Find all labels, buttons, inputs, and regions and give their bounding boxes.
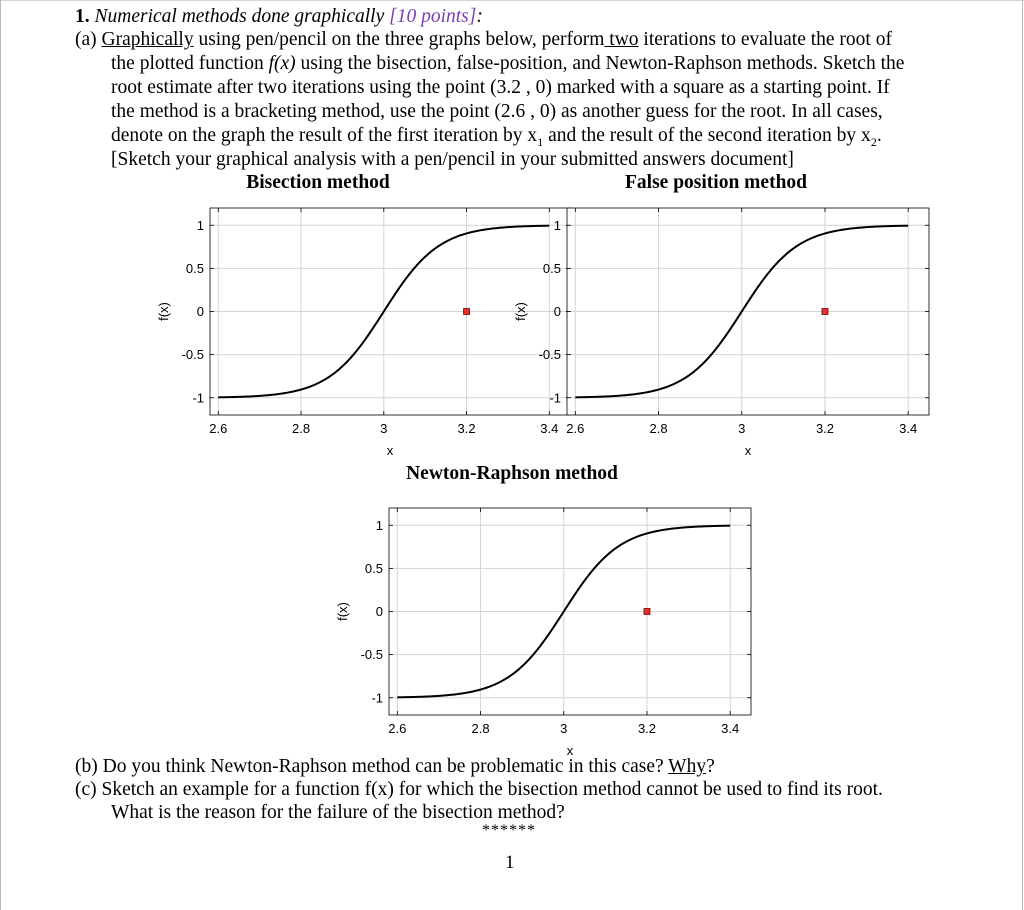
part-b <box>75 755 715 779</box>
y-axis-label: f(x) <box>513 302 528 321</box>
part-b-text: (b) Do you think Newton-Raphson method can be problematic in this case? <box>75 756 669 777</box>
x-tick-label: 3 <box>560 721 568 736</box>
x-tick-label: 2.8 <box>291 421 311 436</box>
bisection-chart-title: Bisection method <box>246 172 390 193</box>
y-tick-label: 0.5 <box>364 560 383 576</box>
x-axis-label: x <box>566 743 574 758</box>
y-tick-label: 0 <box>375 604 383 619</box>
subscript-2: 2 <box>870 134 877 149</box>
page-border-top <box>0 0 1024 1</box>
x-tick-label: 2.8 <box>649 421 668 436</box>
x-tick-label: 2.6 <box>388 721 407 736</box>
y-axis-label: f(x) <box>335 602 350 621</box>
page-border-right <box>1022 0 1023 910</box>
x-tick-label: 2.6 <box>209 421 228 436</box>
newton-raphson-chart-title: Newton-Raphson method <box>406 463 618 484</box>
x-axis-label: x <box>744 443 752 458</box>
y-tick-label: 0.5 <box>542 260 561 276</box>
part-c-line-2: What is the reason for the failure of the bisection method? <box>111 802 565 823</box>
false-position-chart <box>500 195 918 460</box>
y-tick-label: -0.5 <box>538 347 561 363</box>
y-tick-label: 1 <box>553 217 561 233</box>
y-axis-label: f(x) <box>156 302 171 321</box>
x-tick-label: 3.2 <box>815 421 835 436</box>
part-a-line-2-prefix: the plotted function <box>111 53 269 74</box>
y-tick-label: 1 <box>196 217 204 233</box>
y-tick-label: -1 <box>371 690 383 706</box>
part-a-line-4: the method is a bracketing method, use the point (2.6 , 0) as another guess for the root. In all cases, <box>111 101 883 122</box>
question-title <box>75 5 483 29</box>
page-number: 1 <box>505 852 515 873</box>
x-tick-label: 3 <box>738 421 746 436</box>
false-position-chart-title: False position method <box>624 172 808 193</box>
part-b-suffix: ? <box>706 756 715 777</box>
part-a-line-1-mid: using pen/pencil on the three graphs below, perform <box>193 29 605 50</box>
newton-raphson-chart <box>330 495 740 760</box>
y-tick-label: -1 <box>192 390 204 406</box>
bisection-chart <box>140 195 559 460</box>
page-border-left <box>0 0 1 910</box>
part-a-line-5-suffix: . <box>876 125 882 146</box>
starting-point-marker <box>464 309 470 315</box>
x-tick-label: 3.2 <box>457 421 476 436</box>
part-a-line-3: root estimate after two iterations using the point (3.2 , 0) marked with a square as a starting point. If <box>111 77 890 98</box>
x-tick-label: 3.4 <box>540 421 559 436</box>
y-tick-label: 0 <box>553 304 561 319</box>
x-tick-label: 2.8 <box>471 721 490 736</box>
y-tick-label: -0.5 <box>181 347 204 363</box>
x-axis-label: x <box>386 443 394 458</box>
question-topic: Numerical methods done graphically <box>94 6 385 27</box>
question-number: 1. <box>75 6 90 27</box>
x-tick-label: 3 <box>380 421 388 436</box>
part-c-line-1: (c) Sketch an example for a function f(x) for which the bisection method cannot be used to find its root. <box>75 779 883 800</box>
y-tick-label: 1 <box>375 517 383 533</box>
part-a-line-1 <box>75 28 892 52</box>
graphically-text: Graphically <box>101 29 194 50</box>
y-tick-label: -0.5 <box>360 647 383 663</box>
x-tick-label: 3.4 <box>721 721 740 736</box>
question-colon: : <box>476 6 483 27</box>
subscript-1: 1 <box>537 134 544 149</box>
part-a-line-5-mid: and the result of the second iteration by x <box>543 125 871 146</box>
part-a-line-5-prefix: denote on the graph the result of the first iteration by x <box>111 125 538 146</box>
part-a-label: (a) <box>75 29 102 50</box>
starting-point-marker <box>644 609 650 615</box>
why-text: Why <box>668 756 707 777</box>
two-text: two <box>604 29 639 50</box>
x-tick-label: 3.4 <box>899 421 918 436</box>
y-tick-label: 0.5 <box>185 260 204 276</box>
separator-stars: ****** <box>482 822 536 839</box>
part-a-line-6: [Sketch your graphical analysis with a pen/pencil in your submitted answers document] <box>111 149 794 170</box>
part-a-line-2 <box>111 52 904 76</box>
x-tick-label: 2.6 <box>566 421 585 436</box>
question-points: [10 points] <box>389 6 477 27</box>
fx-text: f(x) <box>268 53 296 74</box>
part-a-line-1-suffix: iterations to evaluate the root of <box>638 29 892 50</box>
x-tick-label: 3.2 <box>637 721 657 736</box>
part-a-line-2-suffix: using the bisection, false-position, and Newton-Raphson methods. Sketch the <box>295 53 905 74</box>
y-tick-label: 0 <box>196 304 204 319</box>
y-tick-label: -1 <box>549 390 561 406</box>
starting-point-marker <box>822 309 828 315</box>
